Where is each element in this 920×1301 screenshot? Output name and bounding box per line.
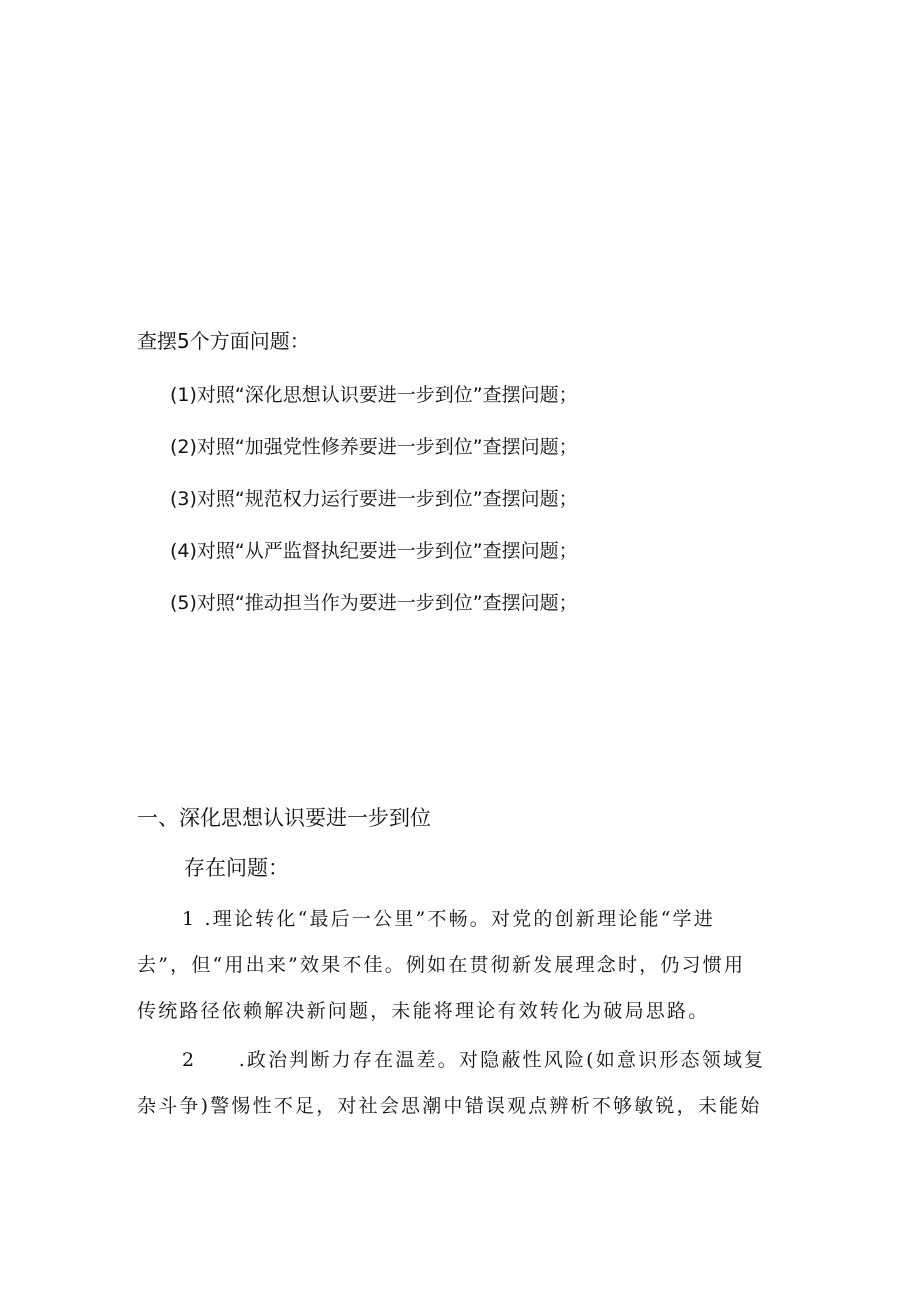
intro-item-5: (5)对照“推动担当作为要进一步到位”查摆问题； bbox=[170, 592, 578, 614]
intro-item-4: (4)对照“从严监督执纪要进一步到位”查摆问题； bbox=[170, 540, 578, 562]
section-subtitle: 存在问题： bbox=[184, 856, 289, 880]
paragraph-1-line-1: 1 .理论转化“最后一公里”不畅。对党的创新理论能“学进 bbox=[182, 908, 715, 930]
paragraph-2-line-2: 杂斗争)警惕性不足，对社会思潮中错误观点辨析不够敏锐，未能始 bbox=[137, 1095, 762, 1117]
paragraph-2 bbox=[137, 1037, 787, 1129]
intro-item-3: (3)对照“规范权力运行要进一步到位”查摆问题； bbox=[170, 488, 578, 510]
paragraph-1-line-3: 传统路径依赖解决新问题，未能将理论有效转化为破局思路。 bbox=[137, 1000, 710, 1022]
intro-title: 查摆5个方面问题： bbox=[137, 329, 310, 353]
paragraph-1 bbox=[137, 896, 787, 1034]
intro-item-2: (2)对照“加强党性修养要进一步到位”查摆问题； bbox=[170, 436, 578, 458]
paragraph-2-line-1: 2 .政治判断力存在温差。对隐蔽性风险(如意识形态领域复 bbox=[182, 1049, 766, 1071]
section-title: 一、深化思想认识要进一步到位 bbox=[137, 806, 431, 830]
intro-item-1: (1)对照“深化思想认识要进一步到位”查摆问题； bbox=[170, 384, 578, 406]
paragraph-1-line-2: 去”，但“用出来”效果不佳。例如在贯彻新发展理念时，仍习惯用 bbox=[137, 954, 746, 976]
